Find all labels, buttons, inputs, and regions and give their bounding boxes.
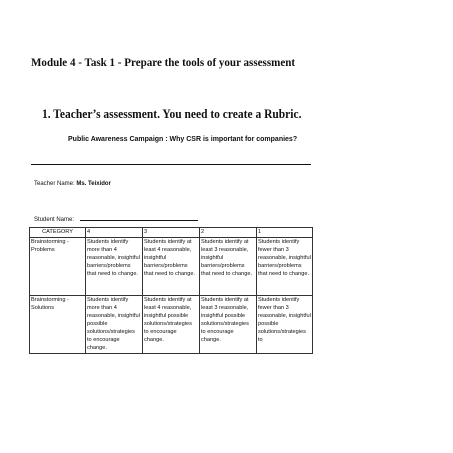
horizontal-rule (31, 164, 311, 165)
student-name-blank (80, 214, 198, 221)
rubric-cell: Students identify at least 3 reasonable, insightful possible solutions/strategies to encourage change. (200, 296, 257, 354)
rubric-cell: Students identify more than 4 reasonable, insightful possible solutions/strategies to encourage change. (86, 296, 143, 354)
header-score-3: 3 (143, 228, 200, 238)
header-score-1: 1 (257, 228, 313, 238)
rubric-table (29, 227, 313, 354)
teacher-name-label: Teacher Name: (34, 181, 75, 187)
rubric-cell: Students identify fewer than 3 reasonable, insightful barriers/problems that need to change. (257, 238, 313, 296)
header-score-2: 2 (200, 228, 257, 238)
teacher-name-value: Ms. Teixidor (76, 181, 111, 187)
rubric-cell: Students identify at least 4 reasonable, insightful possible solutions/strategies to encourage change. (143, 296, 200, 354)
row-category: Brainstorming - Solutions (30, 296, 86, 354)
table-row (30, 238, 313, 296)
rubric-cell: Students identify at least 3 reasonable, insightful barriers/problems that need to change. (200, 238, 257, 296)
row-category: Brainstorming - Problems (30, 238, 86, 296)
rubric-title: Public Awareness Campaign : Why CSR is important for companies? (68, 136, 298, 143)
student-name-line (34, 214, 198, 223)
section-heading: 1. Teacher’s assessment. You need to create a Rubric. (42, 107, 302, 121)
student-name-label: Student Name: (34, 217, 75, 223)
header-score-4: 4 (86, 228, 143, 238)
header-category: CATEGORY (30, 228, 86, 238)
rubric-cell: Students identify more than 4 reasonable, insightful barriers/problems that need to change. (86, 238, 143, 296)
module-title: Module 4 - Task 1 - Prepare the tools of your assessment (31, 55, 296, 69)
rubric-cell: Students identify fewer than 3 reasonable, insightful possible solutions/strategies to (257, 296, 313, 354)
table-row (30, 296, 313, 354)
rubric-header-row (30, 228, 313, 238)
rubric-cell: Students identify at least 4 reasonable, insightful barriers/problems that need to change. (143, 238, 200, 296)
teacher-name-line (34, 181, 111, 187)
